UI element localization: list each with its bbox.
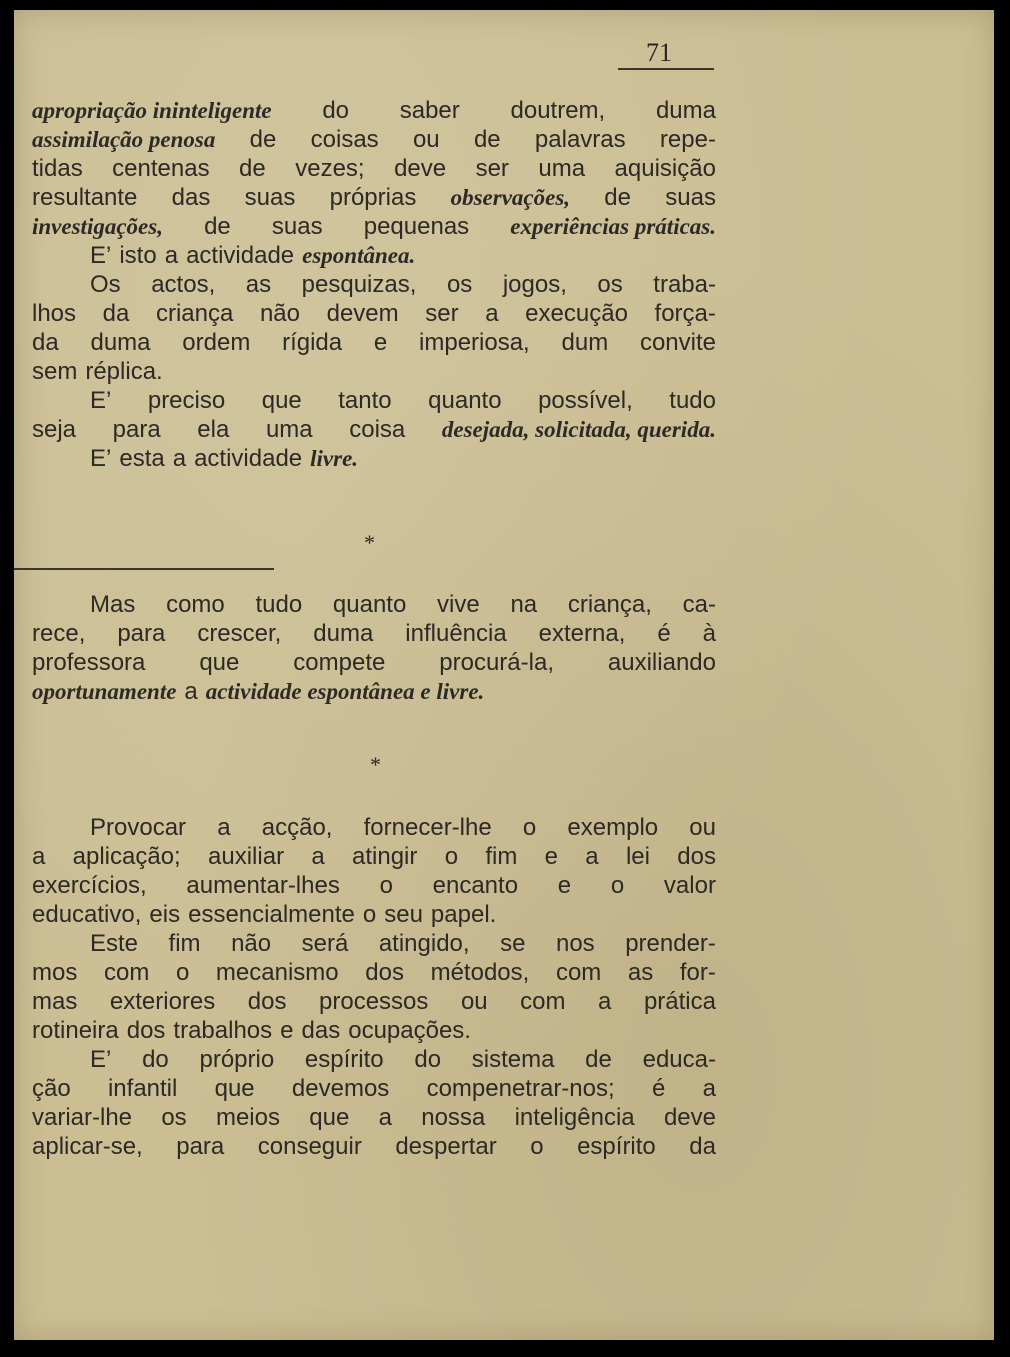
word: de [249, 126, 277, 153]
text-line [32, 987, 716, 1016]
word: prender- [625, 930, 716, 957]
word: tudo [669, 387, 716, 414]
word: Os [90, 271, 121, 298]
word: deve [394, 155, 447, 182]
divider-line [14, 568, 274, 570]
word: educativo, [32, 901, 142, 928]
word: Este [90, 930, 139, 957]
word: ser [475, 155, 509, 182]
text-line [32, 357, 716, 386]
word: de [473, 126, 501, 153]
word: fim [168, 930, 201, 957]
paragraph-block-2 [32, 590, 716, 706]
word: rotineira [32, 1017, 119, 1044]
word: uma [265, 416, 313, 443]
word: o [175, 959, 190, 986]
word: sistema [471, 1046, 555, 1073]
word: a [485, 300, 499, 327]
word: das [301, 1017, 341, 1044]
word: de [585, 1046, 612, 1073]
word: conseguir [257, 1133, 362, 1160]
word: os [597, 271, 623, 298]
word: exemplo [567, 814, 659, 841]
text-line [32, 590, 716, 619]
word: centenas [112, 155, 210, 182]
word: duma [90, 329, 151, 356]
word: imperiosa, [419, 329, 530, 356]
word: próprio [199, 1046, 275, 1073]
word: a [32, 843, 46, 870]
italic-word: espontânea. [302, 243, 416, 268]
word: da [102, 300, 130, 327]
word: do [322, 97, 350, 124]
word: dum [561, 329, 609, 356]
word: e [544, 843, 558, 870]
text-line [32, 677, 716, 706]
word: meios [215, 1104, 280, 1131]
word: for- [679, 959, 716, 986]
word: Mas [90, 591, 136, 618]
text-line [32, 212, 716, 241]
word: quanto [428, 387, 502, 414]
word: que [261, 387, 302, 414]
word: na [510, 591, 538, 618]
word: prática [643, 988, 716, 1015]
word: o [610, 872, 625, 899]
word: duma [313, 620, 374, 647]
word: E’ [90, 242, 112, 269]
word: rece, [32, 620, 86, 647]
word: traba- [653, 271, 716, 298]
word: trabalhos [173, 1017, 273, 1044]
word: dos [677, 843, 716, 870]
word: espírito [577, 1133, 656, 1160]
text-line [32, 619, 716, 648]
word: ocupações. [348, 1017, 471, 1044]
word: ca- [682, 591, 716, 618]
word: execução [525, 300, 628, 327]
word: preciso [147, 387, 226, 414]
word: pequenas [363, 213, 470, 240]
text-line [32, 415, 716, 444]
word: aquisição [614, 155, 716, 182]
word: com [103, 959, 150, 986]
word: tidas [32, 155, 83, 182]
text-line [32, 328, 716, 357]
word: de [604, 184, 631, 211]
word: o [444, 843, 459, 870]
word: exercícios, [32, 872, 147, 899]
word: doutrem, [510, 97, 606, 124]
word: para [176, 1133, 225, 1160]
word: resultante [32, 184, 138, 211]
word: das [171, 184, 211, 211]
word: externa, [538, 620, 626, 647]
word: que [309, 1104, 350, 1131]
word: sem [32, 358, 78, 385]
text-line [32, 386, 716, 415]
text-line [32, 1045, 716, 1074]
word: os [161, 1104, 187, 1131]
text-line [32, 900, 716, 929]
italic-word: livre. [310, 446, 359, 471]
paragraph-block-1 [32, 96, 716, 473]
word: auxiliando [607, 649, 716, 676]
word: a [217, 814, 231, 841]
word: nos [555, 930, 595, 957]
word: tanto [338, 387, 392, 414]
word: a [378, 1104, 392, 1131]
word: a [585, 843, 599, 870]
page-number: 71 [646, 38, 672, 67]
text-line [32, 1103, 716, 1132]
word: atingir [352, 843, 418, 870]
page-number-rule [618, 68, 714, 70]
word: quanto [332, 591, 407, 618]
word: não [259, 300, 300, 327]
word: suas [271, 213, 323, 240]
word: devemos [291, 1075, 390, 1102]
word: actos, [151, 271, 216, 298]
word: eis [149, 901, 181, 928]
text-line [32, 842, 716, 871]
paragraph-block-3 [32, 813, 716, 1161]
word: força- [654, 300, 716, 327]
word: despertar [395, 1133, 497, 1160]
word: mos [32, 959, 78, 986]
text-line [32, 1074, 716, 1103]
word: lei [625, 843, 650, 870]
word: o [522, 814, 537, 841]
italic-word: observações, [450, 185, 571, 210]
word: a [164, 242, 179, 269]
text-line [32, 299, 716, 328]
word: possível, [538, 387, 633, 414]
italic-word: apropriação ininteligente [32, 98, 272, 123]
word: é [657, 620, 671, 647]
word: com [520, 988, 566, 1015]
book-page [14, 10, 994, 1340]
word: infantil [107, 1075, 178, 1102]
word: procurá-la, [439, 649, 554, 676]
word: influência [405, 620, 507, 647]
italic-word: investigações, [32, 214, 163, 239]
word: seja [32, 416, 77, 443]
text-line [32, 958, 716, 987]
text-line [32, 648, 716, 677]
word: a [702, 1075, 716, 1102]
word: métodos, [430, 959, 530, 986]
word: a [184, 678, 198, 705]
word: aplicação; [72, 843, 181, 870]
word: da [689, 1133, 716, 1160]
word: a [172, 445, 187, 472]
word: encanto [432, 872, 519, 899]
word: e [557, 872, 572, 899]
text-line [32, 270, 716, 299]
word: educa- [642, 1046, 716, 1073]
word: E’ [90, 1046, 112, 1073]
word: é [651, 1075, 666, 1102]
word: saber [399, 97, 460, 124]
word: Provocar [90, 814, 187, 841]
word: suas [244, 184, 296, 211]
word: do [414, 1046, 442, 1073]
word: próprias [329, 184, 417, 211]
word: inteligência [514, 1104, 635, 1131]
word: ela [197, 416, 230, 443]
word: E’ [90, 387, 112, 414]
word: será [301, 930, 349, 957]
word: ção [32, 1075, 71, 1102]
word: com [555, 959, 602, 986]
word: variar-lhe [32, 1104, 133, 1131]
word: compenetrar-nos; [426, 1075, 615, 1102]
word: réplica. [85, 358, 163, 385]
word: ou [412, 126, 440, 153]
word: o [362, 901, 377, 928]
text-line [32, 125, 716, 154]
text-line [32, 813, 716, 842]
word: ou [460, 988, 488, 1015]
section-separator-2: * [370, 752, 381, 777]
italic-word: assimilação penosa [32, 127, 216, 152]
word: vezes; [295, 155, 365, 182]
word: dos [247, 988, 287, 1015]
word: jogos, [502, 271, 567, 298]
text-line [32, 183, 716, 212]
word: suas [665, 184, 716, 211]
word: actividade [194, 445, 303, 472]
word: criança, [567, 591, 652, 618]
word: E’ [90, 445, 112, 472]
word: seu [384, 901, 423, 928]
word: e [280, 1017, 294, 1044]
word: o [530, 1133, 544, 1160]
text-line [32, 871, 716, 900]
word: acção, [261, 814, 333, 841]
word: a [311, 843, 325, 870]
word: professora [32, 649, 146, 676]
word: ou [689, 814, 716, 841]
word: lhos [32, 300, 77, 327]
word: dos [365, 959, 404, 986]
word: vive [437, 591, 480, 618]
word: de [239, 155, 266, 182]
word: convite [639, 329, 716, 356]
word: coisas [310, 126, 379, 153]
word: tudo [255, 591, 303, 618]
word: coisa [349, 416, 406, 443]
word: mas [32, 988, 78, 1015]
word: nossa [421, 1104, 486, 1131]
text-line [32, 444, 716, 473]
word: não [231, 930, 272, 957]
word: se [500, 930, 526, 957]
word: e [373, 329, 388, 356]
word: exteriores [109, 988, 216, 1015]
word: palavras [534, 126, 626, 153]
text-line [32, 154, 716, 183]
word: o [379, 872, 393, 899]
word: ordem [182, 329, 251, 356]
italic-word: actividade espontânea e livre. [205, 679, 485, 704]
word: fornecer-lhe [363, 814, 492, 841]
word: as [245, 271, 272, 298]
word: uma [538, 155, 586, 182]
word: para [112, 416, 161, 443]
word: atingido, [378, 930, 470, 957]
word: valor [663, 872, 716, 899]
word: fim [485, 843, 518, 870]
section-separator-1: * [364, 530, 375, 555]
word: deve [663, 1104, 716, 1131]
word: os [446, 271, 473, 298]
word: compete [293, 649, 386, 676]
italic-word: desejada, solicitada, querida. [441, 417, 716, 442]
word: a [598, 988, 612, 1015]
word: pesquizas, [301, 271, 417, 298]
word: mecanismo [215, 959, 339, 986]
word: papel. [430, 901, 497, 928]
text-line [32, 1016, 716, 1045]
word: rígida [282, 329, 343, 356]
word: como [166, 591, 225, 618]
word: à [702, 620, 716, 647]
word: auxiliar [208, 843, 285, 870]
text-line [32, 1132, 716, 1161]
word: de [204, 213, 231, 240]
word: as [627, 959, 654, 986]
word: esta [119, 445, 165, 472]
word: essencialmente [188, 901, 355, 928]
word: espírito [304, 1046, 384, 1073]
word: actividade [186, 242, 295, 269]
word: criança [155, 300, 234, 327]
word: para [117, 620, 166, 647]
text-line [32, 241, 716, 270]
word: aplicar-se, [32, 1133, 143, 1160]
italic-word: oportunamente [32, 679, 177, 704]
word: dos [126, 1017, 166, 1044]
word: ser [425, 300, 459, 327]
word: devem [326, 300, 399, 327]
word: crescer, [197, 620, 282, 647]
word: que [199, 649, 240, 676]
word: aumentar-lhes [186, 872, 340, 899]
word: do [142, 1046, 169, 1073]
italic-word: experiências práticas. [510, 214, 716, 239]
word: da [32, 329, 59, 356]
text-line [32, 96, 716, 125]
word: isto [119, 242, 157, 269]
word: duma [655, 97, 716, 124]
word: repe- [659, 126, 716, 153]
word: processos [319, 988, 429, 1015]
text-line [32, 929, 716, 958]
word: que [214, 1075, 255, 1102]
